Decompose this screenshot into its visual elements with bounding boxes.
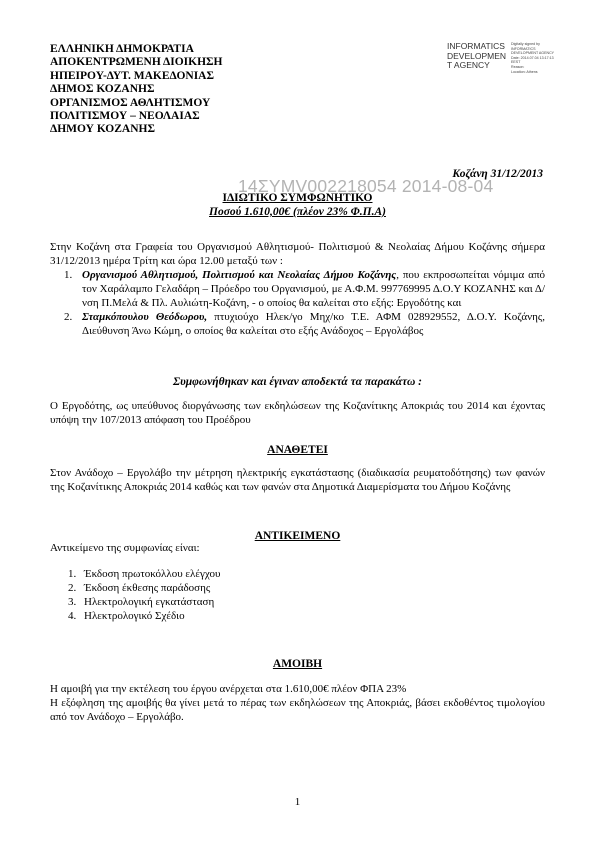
assigns-heading-text: ΑΝΑΘΕΤΕΙ bbox=[267, 444, 328, 456]
object-item bbox=[68, 581, 220, 595]
object-item bbox=[68, 609, 220, 623]
fee-paragraph-amount: Η αμοιβή για την εκτέλεση του έργου ανέρχεται στα 1.610,00€ πλέον ΦΠΑ 23% bbox=[50, 683, 407, 695]
objects-list bbox=[68, 567, 220, 623]
header-line: ΑΠΟΚΕΝΤΡΩΜΕΝΗ ΔΙΟΙΚΗΣΗ bbox=[50, 56, 223, 69]
header-line: ΕΛΛΗΝΙΚΗ ΔΗΜΟΚΡΑΤΙΑ bbox=[50, 43, 194, 55]
issuer-header bbox=[50, 43, 223, 137]
signature-organization: INFORMATICS DEVELOPMEN T AGENCY bbox=[447, 41, 507, 70]
party-item bbox=[64, 310, 545, 338]
party-details: πτυχιούχο Ηλεκ/γο Μηχ/κο Τ.Ε. ΑΦΜ 028929552, Δ.Ο.Υ. Κοζάνης, Διεύθυνση Άνω Κώμη, ο οποίος θα καλείται στο εξής Ανάδοχος – Εργολάβος bbox=[82, 311, 545, 337]
signature-meta-line: Location: Athens bbox=[511, 69, 538, 74]
party-number: 1. bbox=[64, 269, 73, 281]
header-line: ΠΟΛΙΤΙΣΜΟΥ – ΝΕΟΛΑΙΑΣ bbox=[50, 110, 200, 123]
object-number: 4. bbox=[68, 610, 77, 622]
object-intro: Αντικείμενο της συμφωνίας είναι: bbox=[50, 542, 200, 554]
signature-meta-line: Digitally signed by bbox=[511, 42, 540, 46]
parties-list bbox=[64, 268, 545, 338]
object-text: Έκδοση έκθεσης παράδοσης bbox=[84, 582, 211, 594]
agreed-heading: Συμφωνήθηκαν και έγιναν αποδεκτά τα παρακάτω : bbox=[173, 376, 422, 388]
party-details: , που εκπροσωπείται νόμιμα από τον Χαράλαμπο Γελαδάρη – Πρόεδρο του Οργανισμού, με Α.Φ.Μ. 997769995 Δ.Ο.Υ ΚΟΖΑΝΗΣ και Δ/νση Π.Μελά & Πλ. Αυλιώτη-Κοζάνη, - ο οποίος θα καλείται στο εξής: Εργοδότης και bbox=[82, 269, 546, 309]
party-number: 2. bbox=[64, 311, 73, 323]
assigns-heading bbox=[50, 440, 545, 458]
document-date: Κοζάνη 31/12/2013 bbox=[452, 168, 543, 180]
signature-meta-line: DEVELOPMENT AGENCY bbox=[511, 51, 555, 56]
object-item bbox=[68, 567, 220, 581]
party-text bbox=[82, 268, 545, 310]
fee-paragraph-payment: Η εξόφληση της αμοιβής θα γίνει μετά το πέρας των εκδηλώσεων της Αποκριάς, βάσει εκδοθέντος τιμολογίου από τον Ανάδοχο – Εργολάβο. bbox=[50, 697, 545, 723]
object-text: Ηλεκτρολογικό Σχέδιο bbox=[84, 610, 185, 622]
object-text: Έκδοση πρωτοκόλλου ελέγχου bbox=[84, 568, 221, 580]
party-item bbox=[64, 268, 545, 310]
document-subtitle-text: Ποσού 1.610,00€ (πλέον 23% Φ.Π.Α) bbox=[209, 206, 386, 218]
header-line: ΟΡΓΑΝΙΣΜΟΣ ΑΘΛΗΤΙΣΜΟΥ bbox=[50, 96, 211, 109]
fee-heading-text: ΑΜΟΙΒΗ bbox=[272, 658, 323, 670]
intro-paragraph: Στην Κοζάνη στα Γραφεία του Οργανισμού Αθλητισμού- Πολιτισμού & Νεολαίας Δήμου Κοζάνης σήμερα 31/12/2013 ημέρα Τρίτη και ώρα 12.00 μεταξύ των : bbox=[50, 241, 545, 267]
party-name: Σταμκόπουλου Θεόδωρου, bbox=[82, 311, 208, 323]
object-number: 1. bbox=[68, 568, 77, 580]
object-text: Ηλεκτρολογική εγκατάσταση bbox=[84, 596, 215, 608]
object-number: 2. bbox=[68, 582, 77, 594]
signature-details bbox=[511, 42, 571, 74]
signature-meta-line: Date: 2014.07.04 13:17:13 bbox=[511, 55, 554, 60]
document-title bbox=[50, 192, 545, 204]
object-item bbox=[68, 595, 220, 609]
object-number: 3. bbox=[68, 596, 77, 608]
signature-meta-line: INFORMATICS bbox=[511, 46, 536, 51]
signature-meta-line: EEST bbox=[511, 60, 521, 65]
document-subtitle bbox=[50, 206, 545, 218]
page-number: 1 bbox=[294, 796, 301, 808]
party-name: Οργανισμού Αθλητισμού, Πολιτισμού και Νεολαίας Δήμου Κοζάνης bbox=[82, 269, 397, 281]
fee-heading bbox=[50, 654, 545, 672]
ada-watermark: 14ΣΥΜV002218054 2014-08-04 bbox=[238, 176, 494, 196]
signature-meta-line: Reason: bbox=[511, 64, 525, 69]
header-line: ΗΠΕΙΡΟΥ-ΔΥΤ. ΜΑΚΕΔΟΝΙΑΣ bbox=[50, 69, 215, 82]
employer-paragraph: Ο Εργοδότης, ως υπεύθυνος διοργάνωσης των εκδηλώσεων της Κοζανίτικης Αποκριάς του 2014 και έχοντας υπόψη την 107/2013 απόφαση του Προέδρου bbox=[50, 400, 545, 426]
object-heading-text: ΑΝΤΙΚΕΙΜΕΝΟ bbox=[254, 530, 341, 542]
document-title-text: ΙΔΙΩΤΙΚΟ ΣΥΜΦΩΝΗΤΙΚΟ bbox=[222, 192, 373, 204]
assigns-paragraph: Στον Ανάδοχο – Εργολάβο την μέτρηση ηλεκτρικής εγκατάστασης (διαδικασία ρευματοδότησης) των φανών της Κοζανίτικης Αποκριάς 2014 καθώς και των φανών στα Δημοτικά Διαμερίσματα του Δήμου Κοζάνης bbox=[50, 467, 545, 493]
party-text bbox=[82, 310, 545, 338]
header-line: ΔΗΜΟΥ ΚΟΖΑΝΗΣ bbox=[50, 123, 155, 136]
header-line: ΔΗΜΟΣ ΚΟΖΑΝΗΣ bbox=[50, 83, 155, 96]
